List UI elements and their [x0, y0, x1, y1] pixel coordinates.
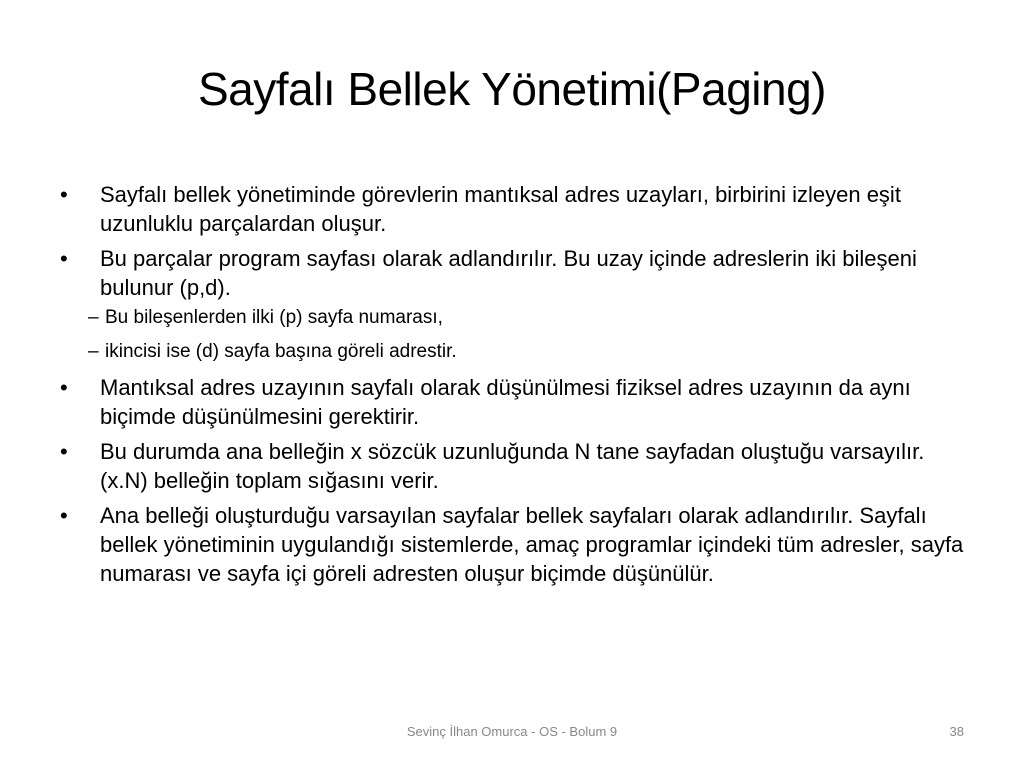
- sub-bullet-item: [60, 305, 965, 331]
- slide-content: [60, 180, 965, 594]
- bullet-icon: •: [60, 503, 68, 528]
- bullet-icon: •: [60, 439, 68, 464]
- sub-bullet-text: Bu bileşenlerden ilki (p) sayfa numarası,: [105, 307, 443, 328]
- sub-bullet-text: ikincisi ise (d) sayfa başına göreli adrestir.: [105, 341, 457, 362]
- sub-bullet-item: [60, 339, 965, 365]
- sub-bullet-list: [88, 305, 965, 365]
- bullet-item: [60, 373, 965, 431]
- bullet-item: [60, 437, 965, 495]
- bullet-list: [60, 180, 965, 588]
- bullet-item: [60, 244, 965, 365]
- bullet-text: Ana belleği oluşturduğu varsayılan sayfalar bellek sayfaları olarak adlandırılır. Sayfalı bellek yönetiminin uygulandığı sistemlerde, amaç programlar içindeki tüm adresler, sayfa numarası ve sayfa içi göreli adresten oluşur biçimde düşünülür.: [100, 503, 964, 586]
- bullet-icon: •: [60, 182, 68, 207]
- page-number: 38: [949, 724, 964, 739]
- bullet-text: Sayfalı bellek yönetiminde görevlerin mantıksal adres uzayları, birbirini izleyen eşit uzunluklu parçalardan oluşur.: [100, 182, 901, 236]
- dash-icon: –: [88, 307, 99, 328]
- bullet-text: Bu parçalar program sayfası olarak adlandırılır. Bu uzay içinde adreslerin iki bileşeni bulunur (p,d).: [100, 246, 917, 300]
- bullet-item: [60, 501, 965, 588]
- bullet-text: Mantıksal adres uzayının sayfalı olarak düşünülmesi fiziksel adres uzayının da aynı biçimde düşünülmesini gerektirir.: [100, 375, 911, 429]
- bullet-text: Bu durumda ana belleğin x sözcük uzunluğunda N tane sayfadan oluştuğu varsayılır. (x.N) belleğin toplam sığasını verir.: [100, 439, 925, 493]
- dash-icon: –: [88, 341, 99, 362]
- bullet-icon: •: [60, 246, 68, 271]
- slide-footer: Sevinç İlhan Omurca - OS - Bolum 9: [406, 724, 618, 739]
- bullet-icon: •: [60, 375, 68, 400]
- bullet-item: [60, 180, 965, 238]
- slide-title: Sayfalı Bellek Yönetimi(Paging): [198, 63, 826, 115]
